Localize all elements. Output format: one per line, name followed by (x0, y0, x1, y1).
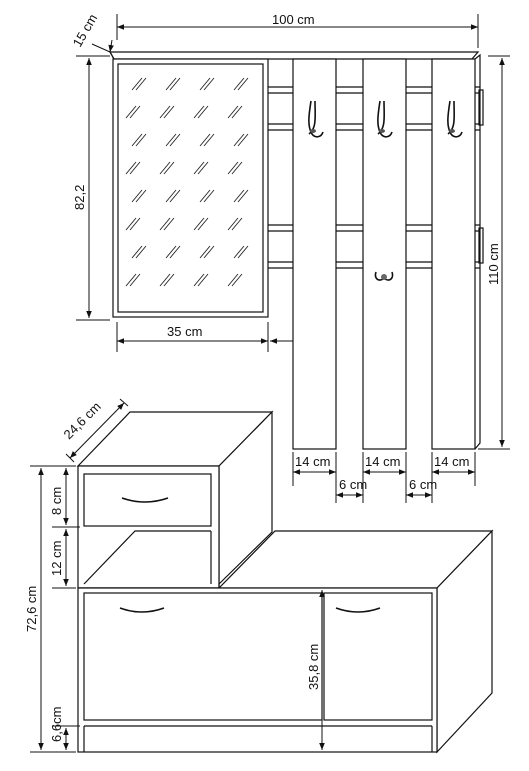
drawer-height-label: 8 cm (49, 486, 64, 515)
top-shelf (110, 52, 478, 59)
plinth-height-label: 6,6cm (49, 706, 64, 742)
top-depth-label: 15 cm (69, 11, 101, 50)
panel-width-3-label: 14 cm (434, 454, 470, 469)
gap-1-label: 6 cm (339, 477, 368, 492)
right-door (324, 593, 432, 720)
shelf-gap-label: 12 cm (49, 540, 64, 576)
shoe-cabinet (78, 412, 492, 752)
cabinet-height-label: 72,6 cm (24, 585, 39, 632)
panel-height-label: 110 cm (486, 243, 501, 285)
top-width-label: 100 cm (272, 12, 315, 27)
mirror-width-label: 35 cm (167, 324, 203, 339)
wall-unit (110, 52, 483, 449)
mirror (113, 59, 268, 317)
door-height-label: 35,8 cm (306, 643, 321, 690)
panel-width-1-label: 14 cm (295, 454, 331, 469)
cabinet-depth-label: 24,6 cm (60, 398, 104, 443)
gap-2-label: 6 cm (409, 477, 438, 492)
left-door (84, 593, 322, 720)
drawer-front (84, 474, 211, 526)
mirror-height-label: 82,2 (72, 184, 87, 210)
panel-width-2-label: 14 cm (365, 454, 401, 469)
